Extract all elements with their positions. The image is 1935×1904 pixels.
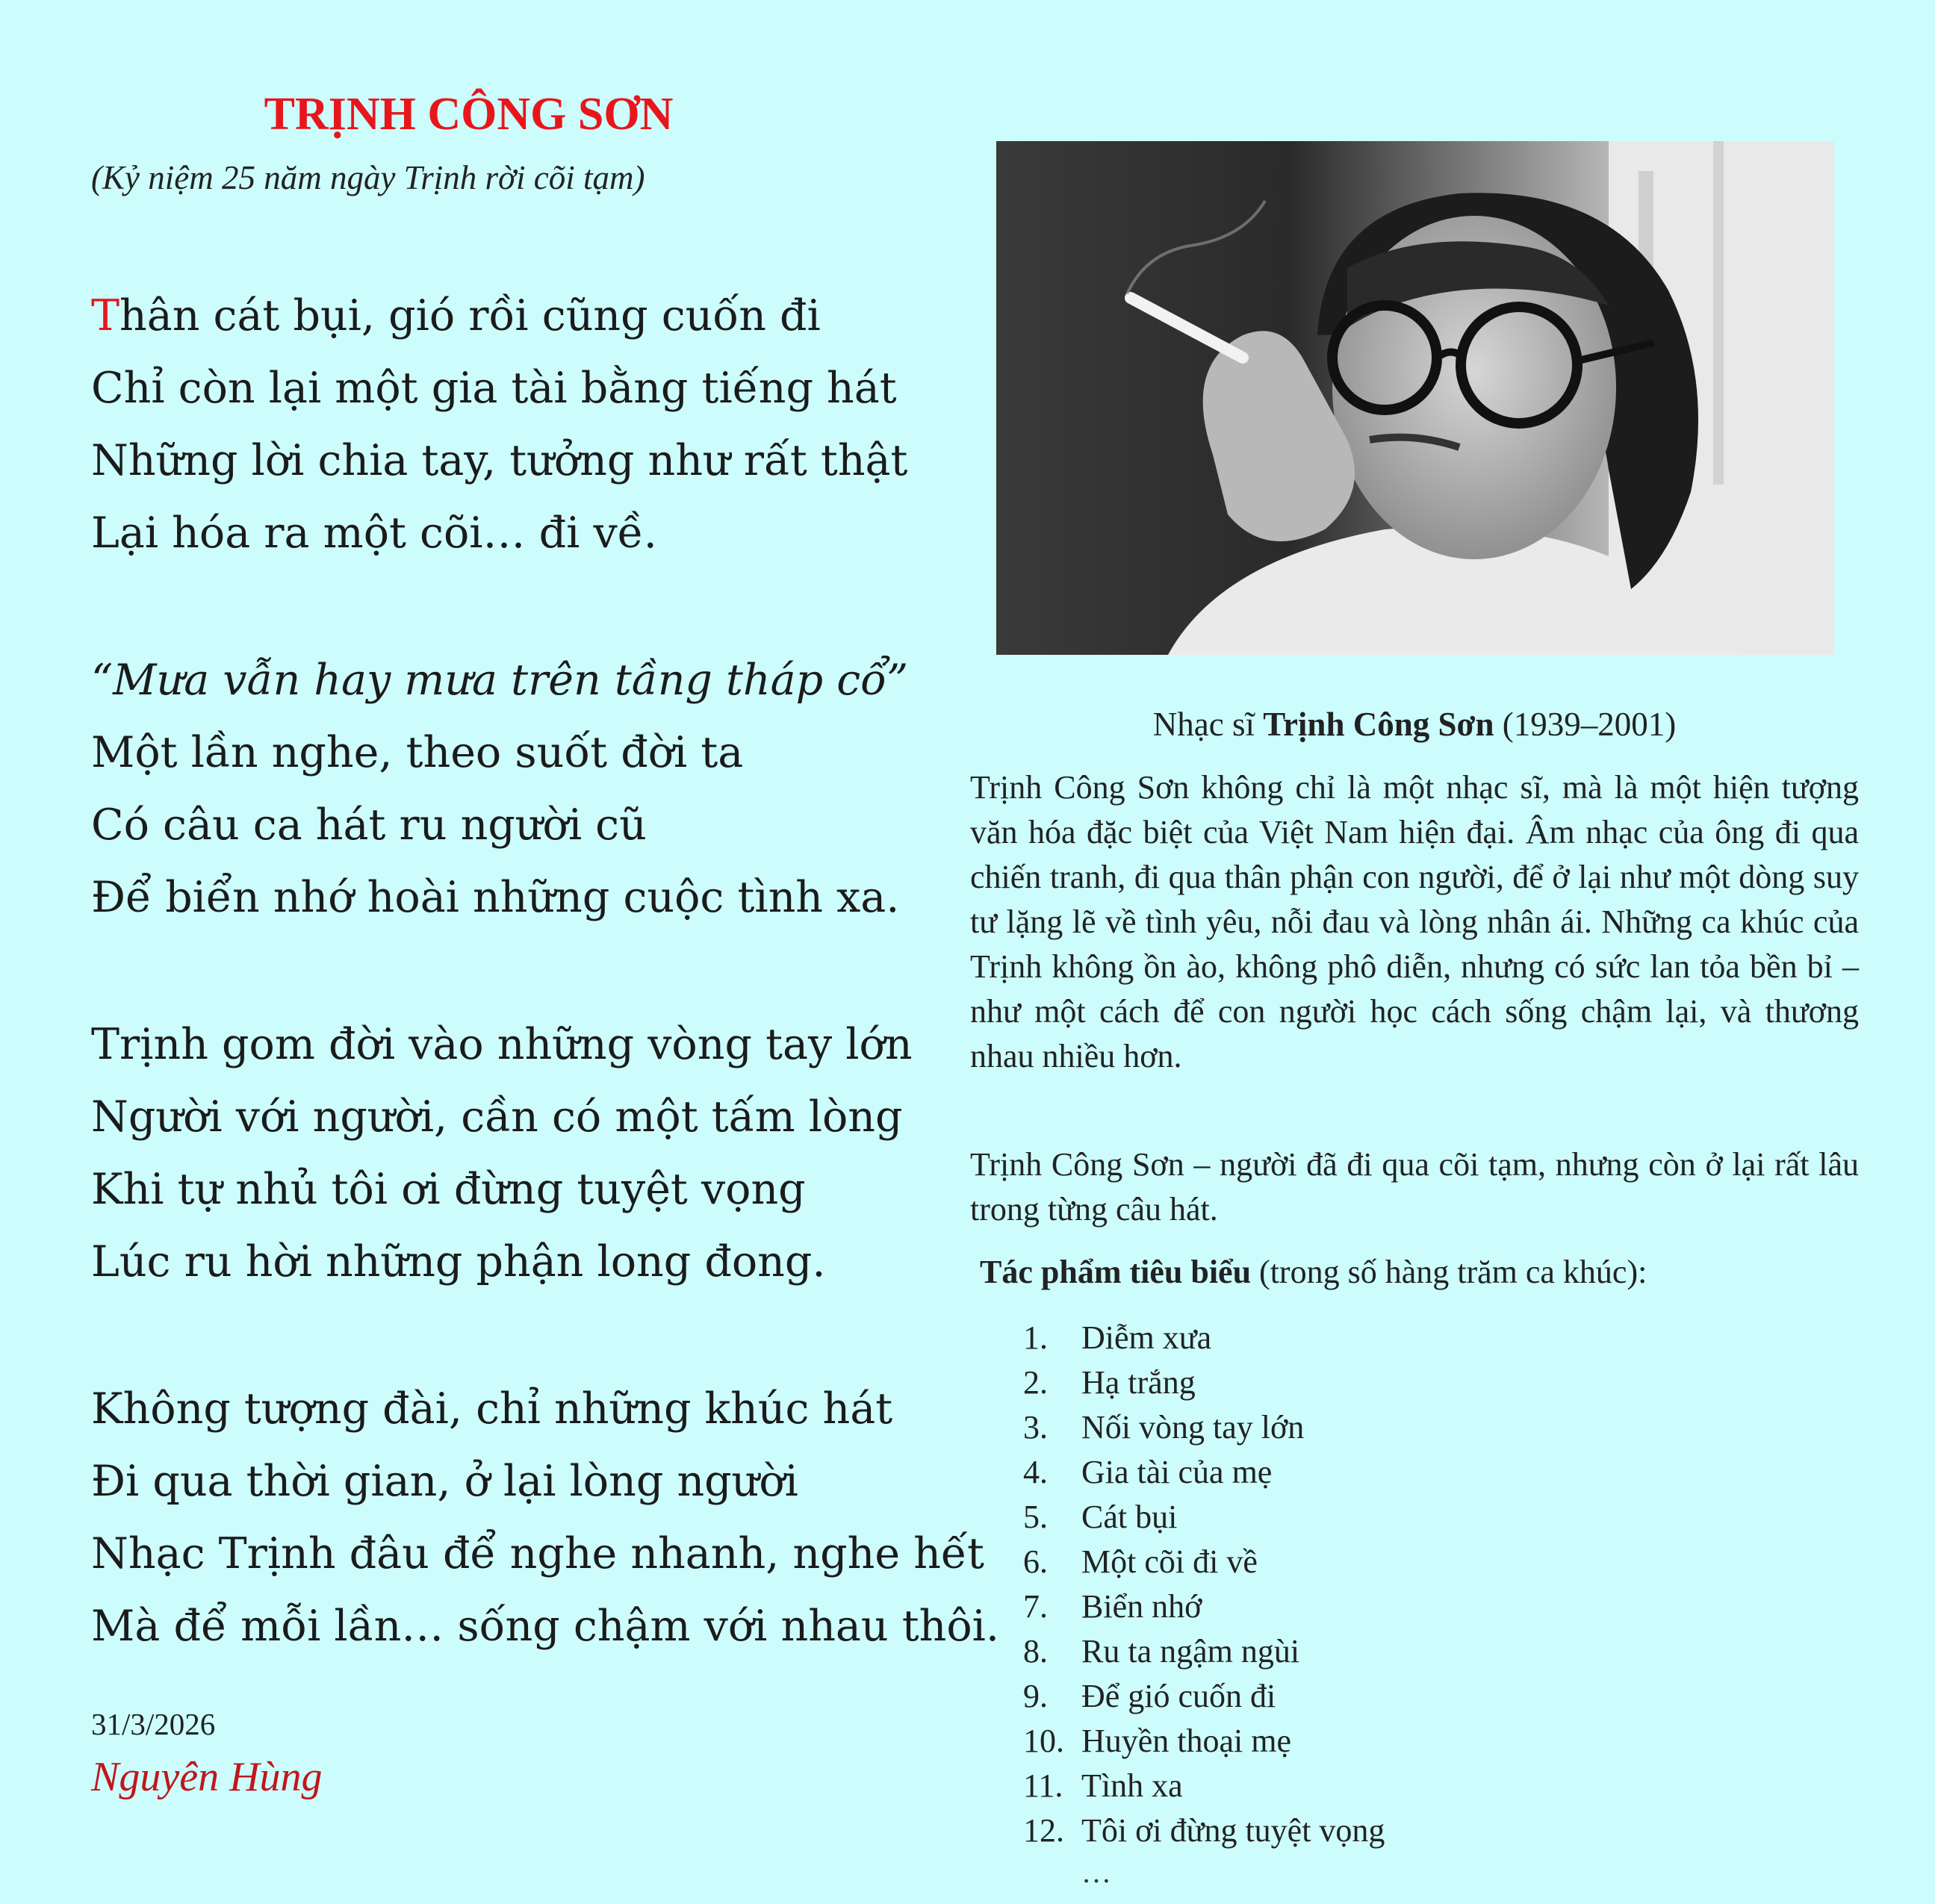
bio-paragraph-1: Trịnh Công Sơn không chỉ là một nhạc sĩ, mà là một hiện tượng văn hóa đặc biệt của Việt Nam hiện đại. Âm nhạc của ông đi qua chiến tranh, đi qua thân phận con người, để ở lại như một dòng suy tư lặng lẽ về tình yêu, nỗi đau và lòng nhân ái. Những ca khúc của Trịnh không ồn ào, không phô diễn, nhưng có sức lan tỏa bền bỉ – như một cách để con người học cách sống chậm lại, và thương nhau nhiều hơn. (970, 769, 1859, 1074)
poem-line: Có câu ca hát ru người cũ (91, 800, 647, 850)
list-item-title: Để gió cuốn đi (1081, 1678, 1276, 1714)
poem-stanza-4 (91, 1373, 1000, 1663)
works-heading (980, 1253, 1647, 1291)
page-subtitle: (Kỷ niệm 25 năm ngày Trịnh rời cõi tạm) (91, 159, 645, 196)
poem-line: Nhạc Trịnh đâu để nghe nhanh, nghe hết (91, 1529, 984, 1578)
poem-author: Nguyên Hùng (91, 1754, 323, 1800)
list-item (1023, 1450, 1385, 1495)
list-item-number: 4. (1023, 1454, 1048, 1490)
poem-line: Chỉ còn lại một gia tài bằng tiếng hát (91, 364, 897, 413)
photo-caption (970, 705, 1859, 744)
list-item-number: 3. (1023, 1409, 1048, 1446)
list-item (1023, 1764, 1385, 1808)
caption-years: (1939–2001) (1494, 706, 1677, 743)
caption-prefix: Nhạc sĩ (1152, 706, 1264, 743)
list-item-title: Biển nhớ (1081, 1588, 1202, 1625)
list-item (1023, 1405, 1385, 1450)
list-item-title: Tình xa (1081, 1767, 1183, 1804)
poem-line: Không tượng đài, chỉ những khúc hát (91, 1384, 893, 1434)
list-item-title: Huyền thoại mẹ (1081, 1723, 1292, 1759)
list-item-number: 11. (1023, 1767, 1063, 1804)
list-item (1023, 1629, 1385, 1674)
works-list (1023, 1316, 1385, 1853)
list-item-number: 9. (1023, 1678, 1048, 1714)
poem-line: Người với người, cần có một tấm lòng (91, 1092, 903, 1142)
poem-line: Đi qua thời gian, ở lại lòng người (91, 1457, 798, 1506)
poem-line: Trịnh gom đời vào những vòng tay lớn (91, 1020, 913, 1069)
list-item-number: 12. (1023, 1812, 1064, 1849)
list-item-title: Hạ trắng (1081, 1364, 1196, 1401)
list-item-title: Một cõi đi về (1081, 1543, 1258, 1580)
poem (91, 280, 1000, 1737)
list-item-title: Nối vòng tay lớn (1081, 1409, 1305, 1446)
drop-cap: T (91, 291, 120, 340)
poem-line (91, 280, 972, 352)
poem-stanza-2 (91, 644, 972, 934)
list-item-number: 5. (1023, 1499, 1048, 1535)
list-item-number: 10. (1023, 1723, 1064, 1759)
caption-name: Trịnh Công Sơn (1263, 706, 1494, 743)
poem-line: Lúc ru hời những phận long đong. (91, 1237, 826, 1287)
portrait-illustration (996, 141, 1834, 655)
list-item-title: Diễm xưa (1081, 1319, 1212, 1356)
poem-line-text: hân cát bụi, gió rồi cũng cuốn đi (119, 291, 821, 340)
poem-line: Một lần nghe, theo suốt đời ta (91, 728, 744, 777)
list-item (1023, 1316, 1385, 1360)
works-heading-rest: (trong số hàng trăm ca khúc): (1251, 1254, 1647, 1290)
list-item (1023, 1495, 1385, 1540)
list-item (1023, 1584, 1385, 1629)
page-title: TRỊNH CÔNG SƠN (264, 89, 674, 140)
poem-line: Mà để mỗi lần… sống chậm với nhau thôi. (91, 1602, 1000, 1651)
poem-stanza-3 (91, 1009, 972, 1298)
list-item-title: Cát bụi (1081, 1499, 1178, 1535)
poem-date: 31/3/2026 (91, 1707, 216, 1741)
bio-paragraph-2: Trịnh Công Sơn – người đã đi qua cõi tạm, nhưng còn ở lại rất lâu trong từng câu hát. (970, 1146, 1859, 1228)
portrait-photo (996, 141, 1834, 655)
poem-line: Khi tự nhủ tôi ơi đừng tuyệt vọng (91, 1165, 806, 1214)
list-item (1023, 1674, 1385, 1719)
list-item (1023, 1808, 1385, 1853)
list-item-title: Ru ta ngậm ngùi (1081, 1633, 1300, 1670)
list-item-number: 2. (1023, 1364, 1048, 1401)
works-more-ellipsis: … (1081, 1855, 1111, 1889)
list-item-number: 1. (1023, 1319, 1048, 1356)
poem-line: Để biển nhớ hoài những cuộc tình xa. (91, 873, 900, 922)
list-item (1023, 1719, 1385, 1764)
works-heading-bold: Tác phẩm tiêu biểu (980, 1254, 1252, 1290)
poem-stanza-1 (91, 280, 972, 570)
list-item-title: Gia tài của mẹ (1081, 1454, 1273, 1490)
poem-quote-line: “Mưa vẫn hay mưa trên tầng tháp cổ” (91, 656, 909, 705)
list-item-number: 7. (1023, 1588, 1048, 1625)
poem-line: Những lời chia tay, tưởng như rất thật (91, 436, 908, 485)
list-item (1023, 1540, 1385, 1584)
list-item (1023, 1360, 1385, 1405)
list-item-number: 8. (1023, 1633, 1048, 1670)
poem-line: Lại hóa ra một cõi… đi về. (91, 508, 657, 558)
list-item-title: Tôi ơi đừng tuyệt vọng (1081, 1812, 1385, 1849)
list-item-number: 6. (1023, 1543, 1048, 1580)
